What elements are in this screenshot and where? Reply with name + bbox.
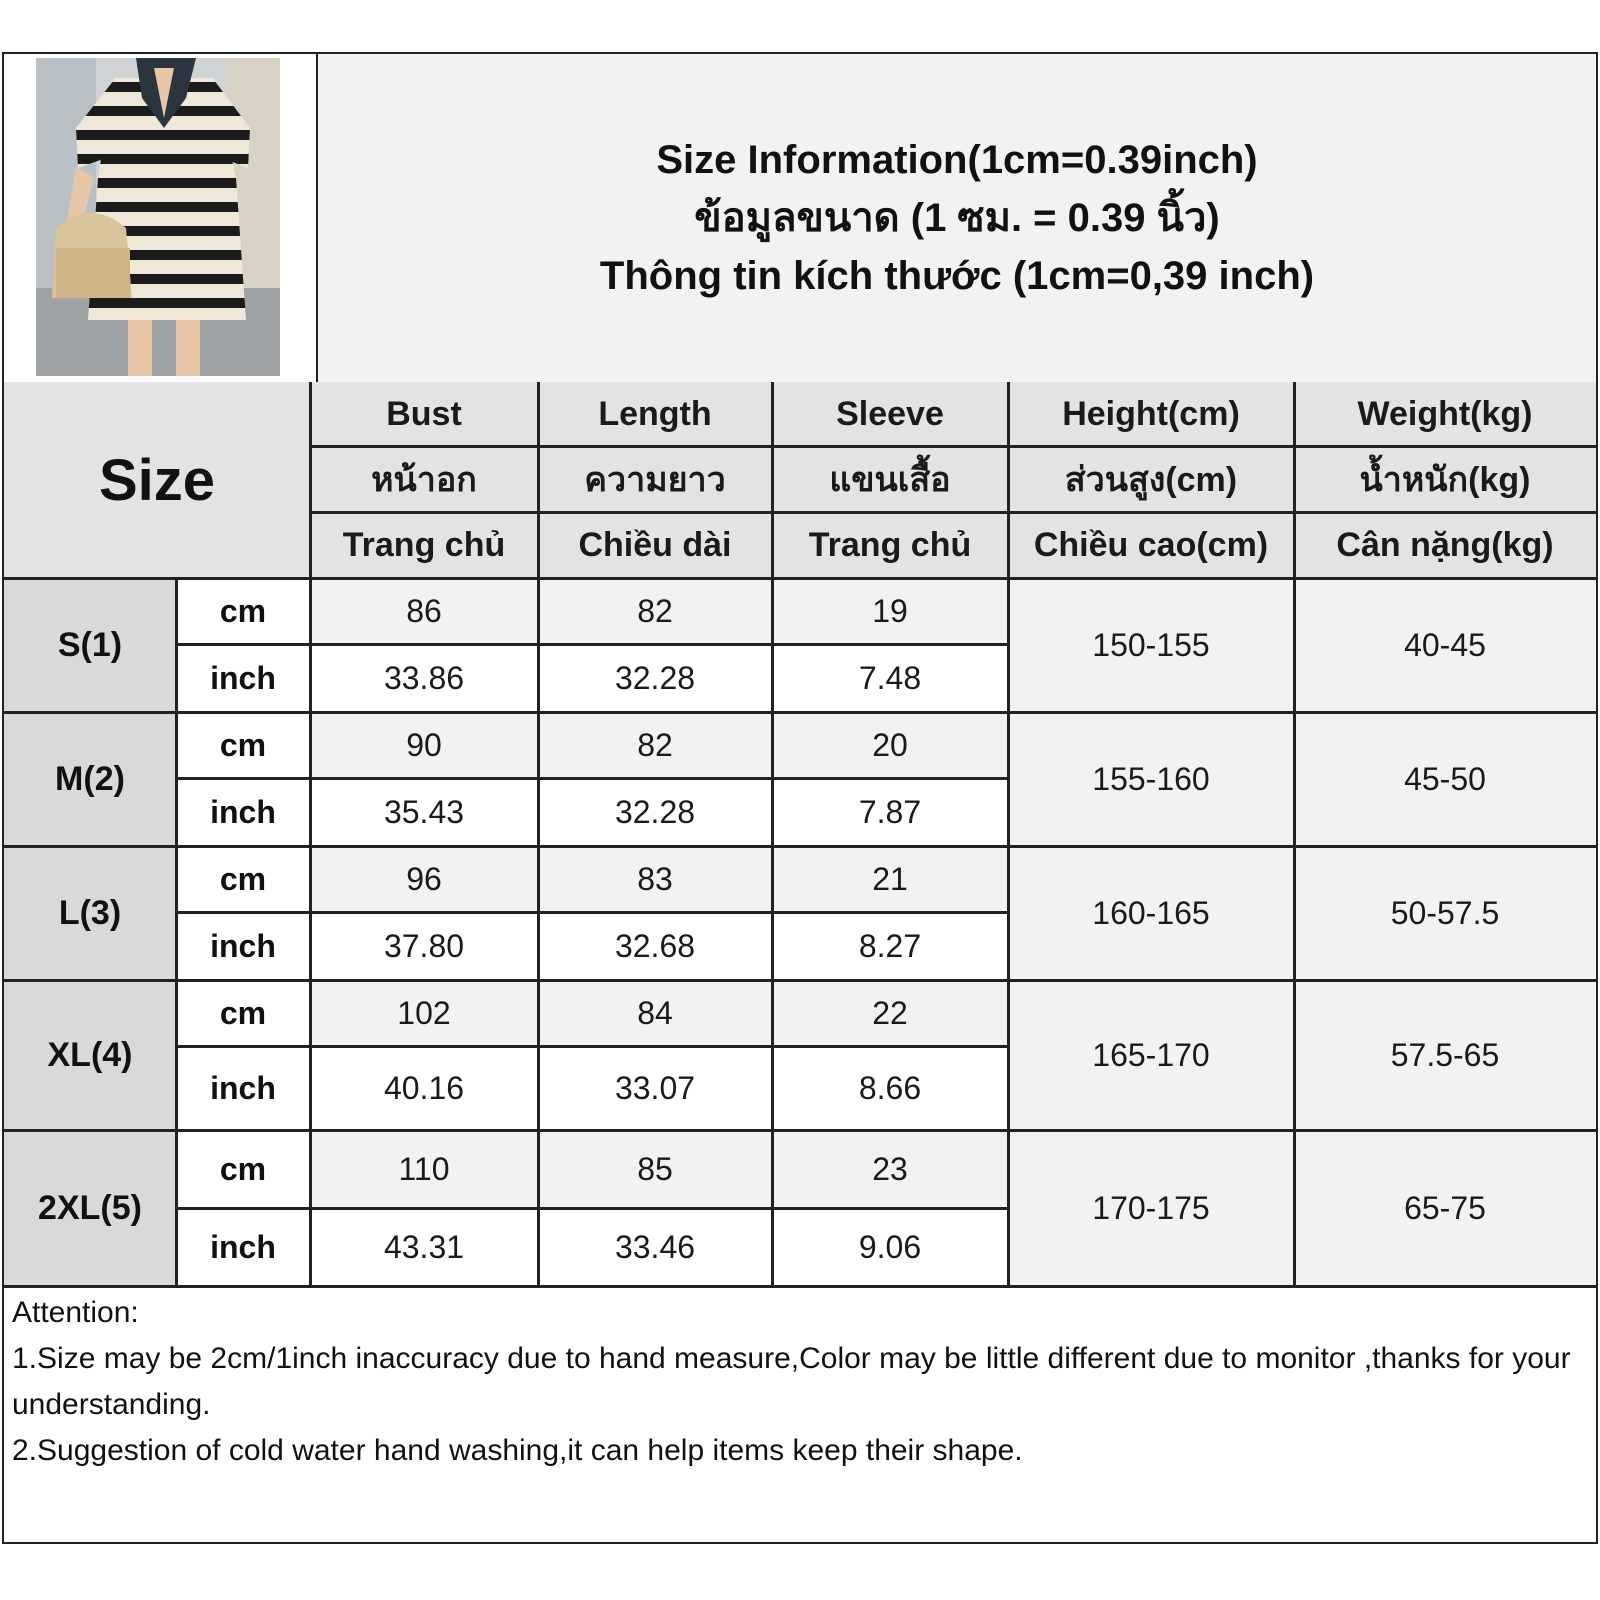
value-cm-cell: 110 — [310, 1130, 538, 1208]
value-cm-cell: 82 — [538, 578, 772, 644]
grid-line — [176, 911, 1008, 914]
size-row-label: XL(4) — [4, 980, 176, 1130]
size-chart-sheet — [2, 52, 1598, 1544]
column-header-vi: Trang chủ — [772, 512, 1008, 578]
value-cm-cell: 20 — [772, 712, 1008, 778]
column-header-th: ส่วนสูง(cm) — [1008, 446, 1294, 512]
title-block — [318, 54, 1596, 382]
height-range-cell: 150-155 — [1008, 578, 1294, 712]
value-inch-cell: 8.27 — [772, 912, 1008, 980]
notes-line-1: 1.Size may be 2cm/1inch inaccuracy due to hand measure,Color may be little different due to monitor ,thanks for your understanding. — [12, 1342, 1579, 1421]
grid-line — [309, 382, 312, 1286]
value-cm-cell: 19 — [772, 578, 1008, 644]
value-cm-cell: 96 — [310, 846, 538, 912]
column-header-vi: Chiều cao(cm) — [1008, 512, 1294, 578]
column-header-en: Height(cm) — [1008, 382, 1294, 446]
value-inch-cell: 32.28 — [538, 644, 772, 712]
value-inch-cell: 33.86 — [310, 644, 538, 712]
grid-line — [4, 1285, 1596, 1288]
title-thai: ข้อมูลขนาด (1 ซม. = 0.39 นิ้ว) — [694, 196, 1220, 240]
product-photo — [36, 58, 280, 376]
weight-range-cell: 65-75 — [1294, 1130, 1596, 1286]
value-cm-cell: 102 — [310, 980, 538, 1046]
value-cm-cell: 22 — [772, 980, 1008, 1046]
value-inch-cell: 33.46 — [538, 1208, 772, 1286]
title-vietnamese: Thông tin kích thước (1cm=0,39 inch) — [599, 254, 1315, 298]
product-photo-cell — [4, 54, 318, 382]
value-inch-cell: 7.48 — [772, 644, 1008, 712]
grid-line — [310, 511, 1596, 514]
value-cm-cell: 21 — [772, 846, 1008, 912]
column-header-en: Bust — [310, 382, 538, 446]
value-inch-cell: 7.87 — [772, 778, 1008, 846]
grid-line — [4, 979, 1596, 982]
grid-line — [176, 777, 1008, 780]
unit-cm-label: cm — [176, 1130, 310, 1208]
size-row-label: L(3) — [4, 846, 176, 980]
column-header-th: น้ำหนัก(kg) — [1294, 446, 1596, 512]
value-inch-cell: 8.66 — [772, 1046, 1008, 1130]
grid-line — [310, 445, 1596, 448]
weight-range-cell: 45-50 — [1294, 712, 1596, 846]
column-header-vi: Chiều dài — [538, 512, 772, 578]
value-cm-cell: 86 — [310, 578, 538, 644]
size-row-label: S(1) — [4, 578, 176, 712]
size-header: Size — [4, 382, 310, 578]
grid-line — [1007, 382, 1010, 1286]
grid-line — [176, 1207, 1008, 1210]
value-cm-cell: 83 — [538, 846, 772, 912]
column-header-en: Sleeve — [772, 382, 1008, 446]
value-cm-cell: 90 — [310, 712, 538, 778]
value-inch-cell: 32.68 — [538, 912, 772, 980]
unit-cm-label: cm — [176, 980, 310, 1046]
unit-cm-label: cm — [176, 846, 310, 912]
unit-inch-label: inch — [176, 644, 310, 712]
column-header-en: Weight(kg) — [1294, 382, 1596, 446]
value-cm-cell: 85 — [538, 1130, 772, 1208]
value-inch-cell: 35.43 — [310, 778, 538, 846]
grid-line — [4, 1129, 1596, 1132]
column-header-vi: Trang chủ — [310, 512, 538, 578]
grid-line — [771, 382, 774, 1286]
value-inch-cell: 9.06 — [772, 1208, 1008, 1286]
unit-cm-label: cm — [176, 578, 310, 644]
column-header-th: ความยาว — [538, 446, 772, 512]
height-range-cell: 160-165 — [1008, 846, 1294, 980]
column-header-th: แขนเสื้อ — [772, 446, 1008, 512]
weight-range-cell: 57.5-65 — [1294, 980, 1596, 1130]
unit-inch-label: inch — [176, 912, 310, 980]
size-row-label: 2XL(5) — [4, 1130, 176, 1286]
weight-range-cell: 50-57.5 — [1294, 846, 1596, 980]
attention-notes — [12, 1290, 1582, 1474]
grid-line — [176, 1045, 1008, 1048]
height-range-cell: 170-175 — [1008, 1130, 1294, 1286]
unit-cm-label: cm — [176, 712, 310, 778]
chart-header — [4, 54, 1596, 384]
value-inch-cell: 40.16 — [310, 1046, 538, 1130]
grid-line — [176, 643, 1008, 646]
weight-range-cell: 40-45 — [1294, 578, 1596, 712]
column-header-en: Length — [538, 382, 772, 446]
unit-inch-label: inch — [176, 778, 310, 846]
value-inch-cell: 33.07 — [538, 1046, 772, 1130]
value-inch-cell: 32.28 — [538, 778, 772, 846]
size-row-label: M(2) — [4, 712, 176, 846]
grid-line — [4, 711, 1596, 714]
height-range-cell: 165-170 — [1008, 980, 1294, 1130]
grid-line — [4, 577, 1596, 580]
grid-line — [537, 382, 540, 1286]
value-inch-cell: 43.31 — [310, 1208, 538, 1286]
grid-line — [1293, 382, 1296, 1286]
unit-inch-label: inch — [176, 1208, 310, 1286]
grid-line — [175, 578, 178, 1286]
grid-line — [4, 845, 1596, 848]
column-header-vi: Cân nặng(kg) — [1294, 512, 1596, 578]
value-inch-cell: 37.80 — [310, 912, 538, 980]
unit-inch-label: inch — [176, 1046, 310, 1130]
notes-heading: Attention: — [12, 1296, 139, 1329]
column-header-th: หน้าอก — [310, 446, 538, 512]
height-range-cell: 155-160 — [1008, 712, 1294, 846]
value-cm-cell: 23 — [772, 1130, 1008, 1208]
title-english: Size Information(1cm=0.39inch) — [656, 138, 1258, 182]
value-cm-cell: 82 — [538, 712, 772, 778]
value-cm-cell: 84 — [538, 980, 772, 1046]
notes-line-2: 2.Suggestion of cold water hand washing,it can help items keep their shape. — [12, 1434, 1023, 1467]
